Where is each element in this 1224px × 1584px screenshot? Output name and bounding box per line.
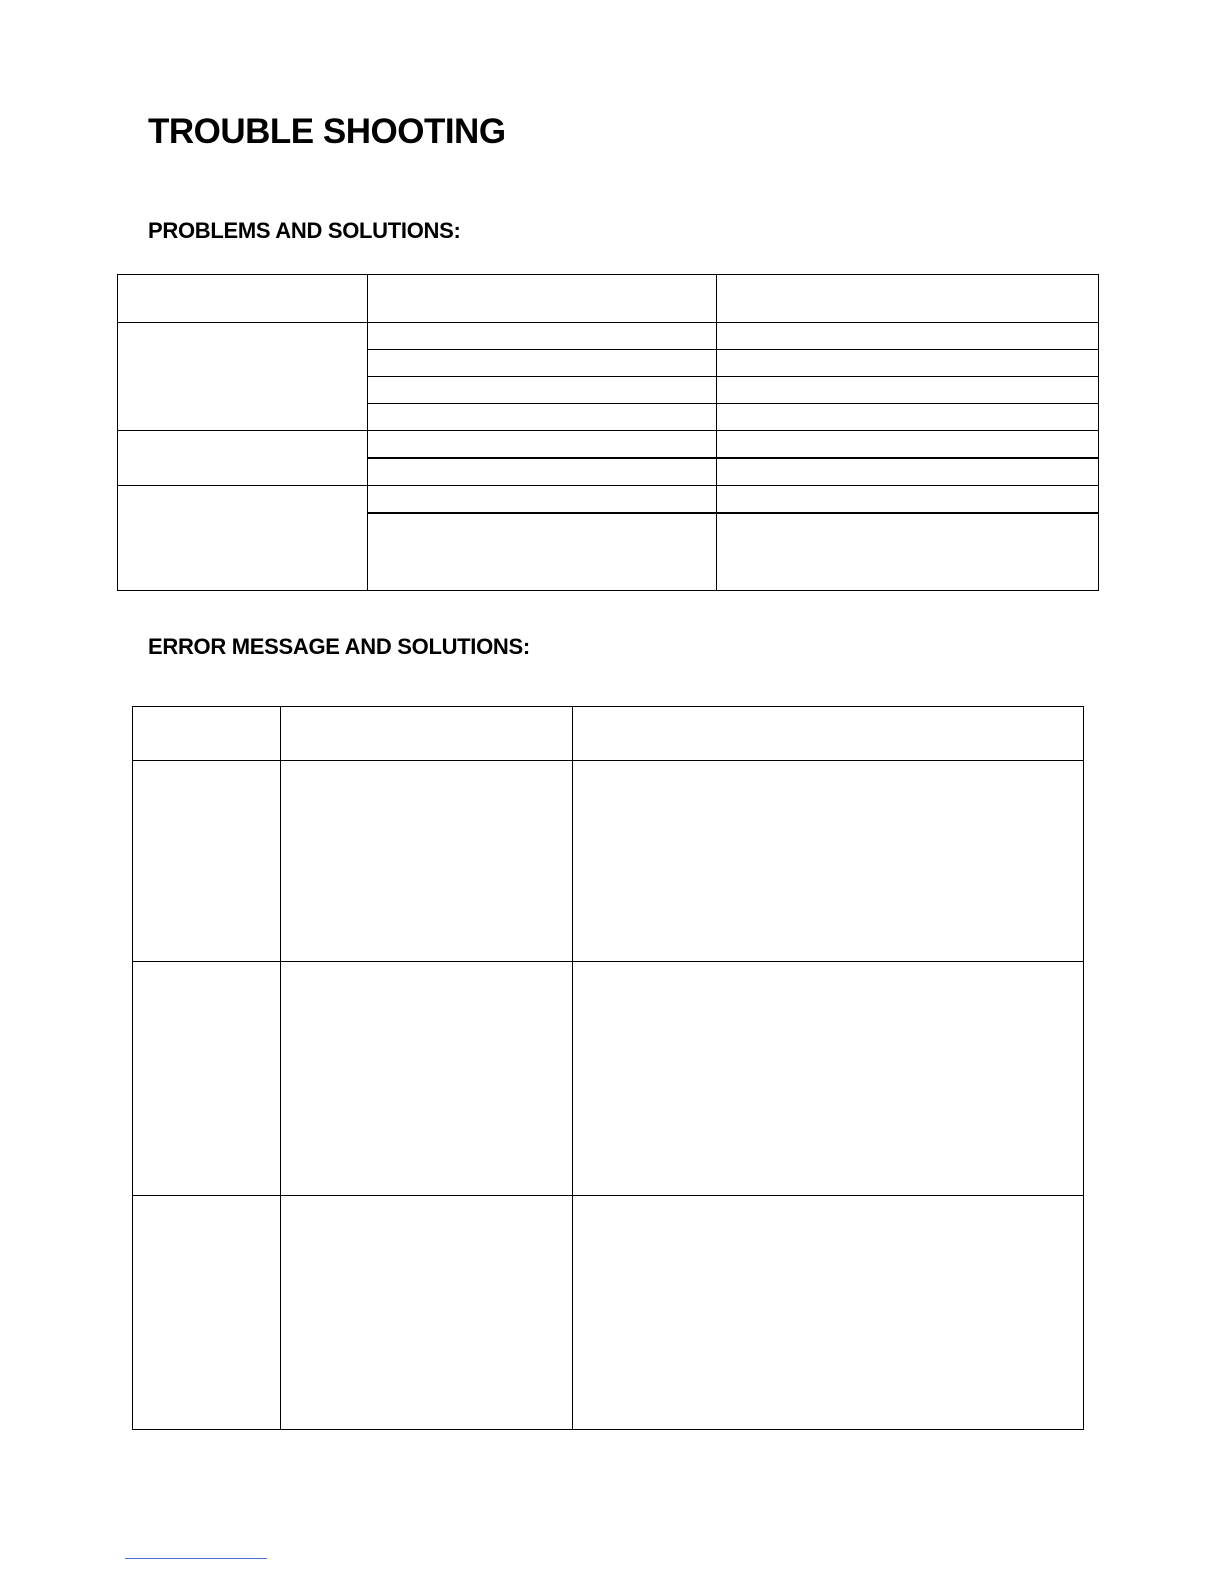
solution-cell <box>717 431 1099 459</box>
solution-cell <box>717 486 1099 514</box>
cause-cell <box>368 486 717 514</box>
cause-cell <box>368 377 717 404</box>
table-row <box>118 323 1099 350</box>
error-code-cell <box>133 1196 281 1430</box>
error-solution-cell <box>573 962 1084 1196</box>
cause-cell <box>368 350 717 377</box>
solution-cell <box>717 350 1099 377</box>
cause-cell <box>368 404 717 431</box>
table-row <box>133 761 1084 962</box>
cause-cell <box>368 431 717 459</box>
problems-solutions-table <box>117 274 1099 591</box>
solution-cell <box>717 513 1099 591</box>
table-row <box>133 1196 1084 1430</box>
header-cell-error-solution <box>573 707 1084 761</box>
header-cell-error-code <box>133 707 281 761</box>
header-cell-error-message <box>281 707 573 761</box>
header-cell-solution <box>717 275 1099 323</box>
cause-cell <box>368 458 717 486</box>
errors-section-heading: ERROR MESSAGE AND SOLUTIONS: <box>148 634 530 659</box>
error-code-cell <box>133 962 281 1196</box>
table-row <box>118 431 1099 459</box>
cause-cell <box>368 513 717 591</box>
table-row <box>133 962 1084 1196</box>
cause-cell <box>368 323 717 350</box>
problem-cell <box>118 431 368 486</box>
error-code-cell <box>133 761 281 962</box>
problem-cell <box>118 486 368 591</box>
page-title: TROUBLE SHOOTING <box>148 112 506 151</box>
error-solution-cell <box>573 1196 1084 1430</box>
solution-cell <box>717 323 1099 350</box>
error-message-cell <box>281 1196 573 1430</box>
solution-cell <box>717 458 1099 486</box>
header-cell-problem <box>118 275 368 323</box>
footer-divider <box>125 1558 267 1559</box>
table-header-row <box>133 707 1084 761</box>
table-header-row <box>118 275 1099 323</box>
table-row <box>118 486 1099 514</box>
solution-cell <box>717 377 1099 404</box>
problems-section-heading: PROBLEMS AND SOLUTIONS: <box>148 218 461 243</box>
error-solution-cell <box>573 761 1084 962</box>
problem-cell <box>118 323 368 431</box>
error-message-cell <box>281 962 573 1196</box>
solution-cell <box>717 404 1099 431</box>
error-message-cell <box>281 761 573 962</box>
header-cell-cause <box>368 275 717 323</box>
error-messages-table <box>132 706 1084 1430</box>
